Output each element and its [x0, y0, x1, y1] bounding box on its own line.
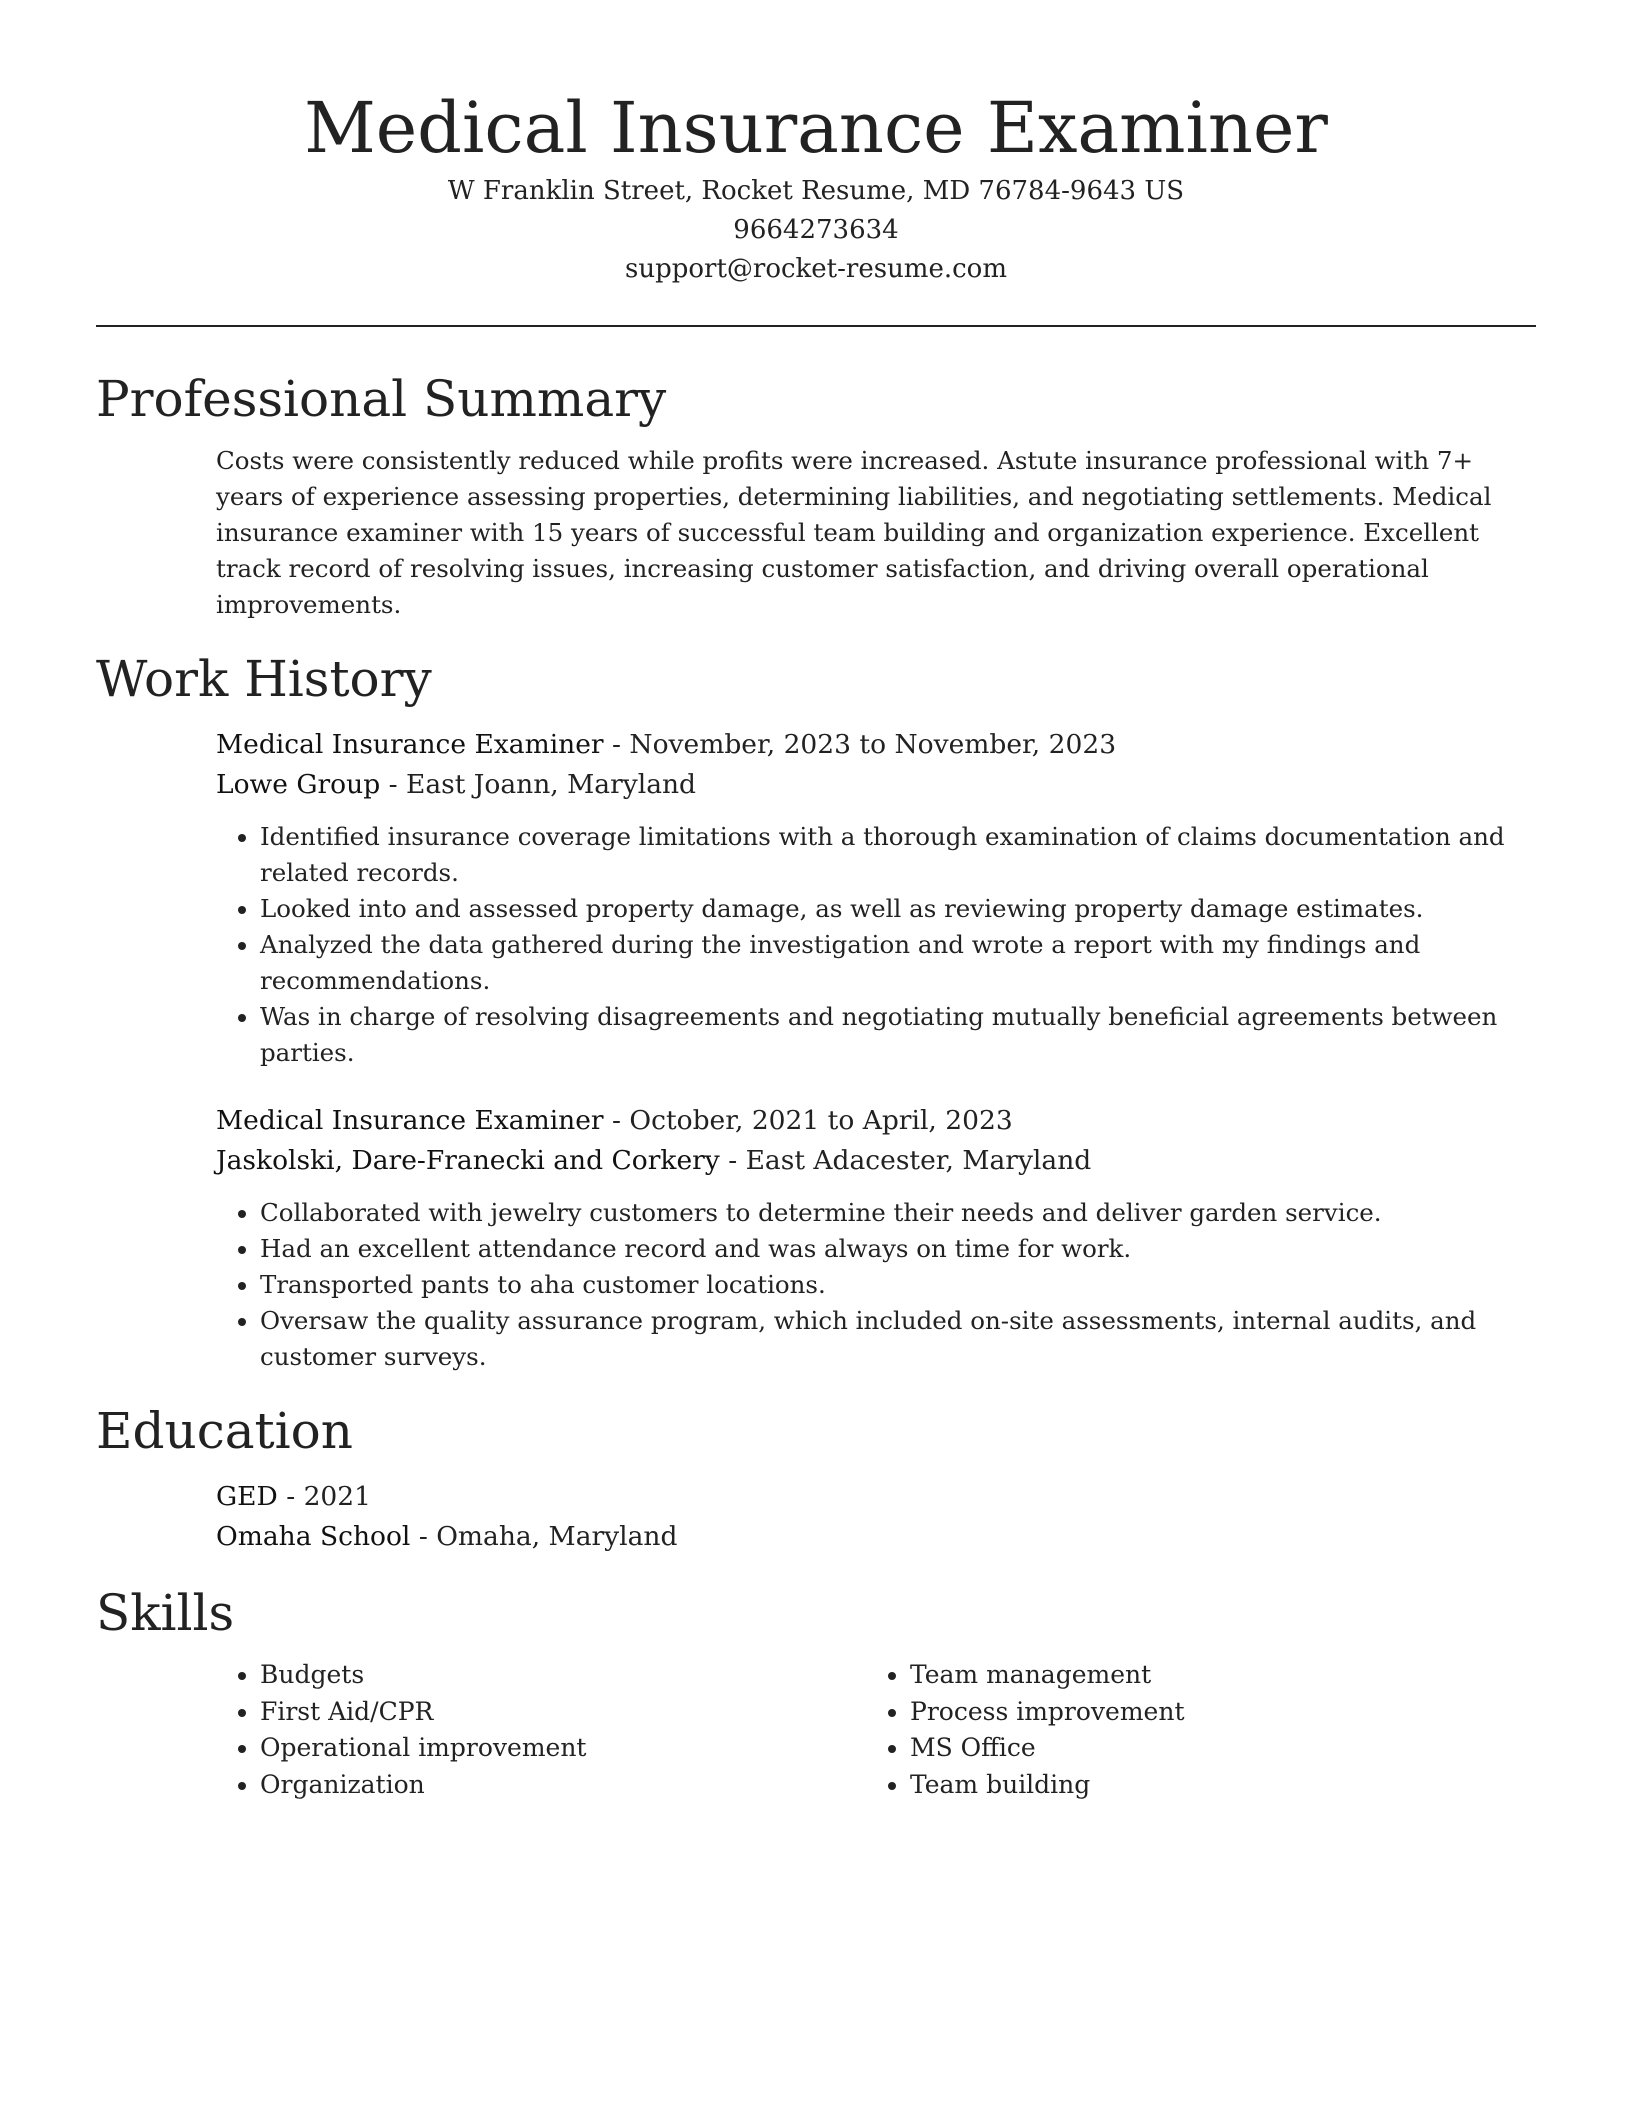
skills-column-left — [216, 1657, 866, 1803]
job-location: - East Adacester, Maryland — [719, 1145, 1092, 1176]
job-bullet: • Was in charge of resolving disagreements and negotiating mutually beneficial agreements between parties. — [260, 999, 1536, 1071]
job-title-line — [216, 725, 1536, 765]
contact-phone: 9664273634 — [733, 215, 899, 245]
skill-item: • Team building — [910, 1767, 1516, 1804]
job-bullet: • Oversaw the quality assurance program, which included on-site assessments, internal audits, and customer surveys. — [260, 1303, 1536, 1375]
education-title: Education — [96, 1402, 353, 1460]
education-location: - Omaha, Maryland — [410, 1521, 678, 1552]
job-role: Medical Insurance Examiner — [216, 1105, 604, 1136]
skill-item: • Team management — [910, 1657, 1516, 1694]
work-title: Work History — [96, 650, 432, 708]
work-section — [96, 647, 1536, 1375]
contact-block — [96, 172, 1536, 289]
summary-body — [216, 443, 1536, 623]
summary-text: Costs were consistently reduced while profits were increased. Astute insurance professional with 7+ years of experience assessing properties, determining liabilities, and negotiating settlements. Medical insurance examiner with 15 years of successful team building and organization experience. Excellent track record of resolving issues, increasing customer satisfaction, and driving overall operational improvements. — [216, 446, 1492, 619]
job-entry — [216, 725, 1536, 1071]
skills-list — [216, 1657, 866, 1803]
education-school-line — [216, 1517, 1536, 1557]
job-dates: - November, 2023 to November, 2023 — [603, 729, 1117, 760]
education-school: Omaha School — [216, 1521, 411, 1552]
resume-page — [96, 0, 1536, 1803]
skills-title: Skills — [96, 1584, 235, 1642]
header-divider — [96, 325, 1536, 327]
summary-section — [96, 367, 1536, 623]
job-entry — [216, 1101, 1536, 1375]
job-bullet: • Had an excellent attendance record and was always on time for work. — [260, 1231, 1536, 1267]
resume-header — [96, 0, 1536, 289]
education-entry — [216, 1477, 1536, 1557]
education-degree: GED — [216, 1481, 278, 1512]
job-bullet: • Collaborated with jewelry customers to determine their needs and deliver garden service. — [260, 1195, 1536, 1231]
skill-item: • Organization — [260, 1767, 866, 1804]
skills-list — [866, 1657, 1516, 1803]
job-bullet: • Analyzed the data gathered during the investigation and wrote a report with my findings and recommendations. — [260, 927, 1536, 999]
job-role: Medical Insurance Examiner — [216, 729, 604, 760]
education-section — [96, 1399, 1536, 1557]
skill-item: • Budgets — [260, 1657, 866, 1694]
job-dates: - October, 2021 to April, 2023 — [603, 1105, 1013, 1136]
job-company-line — [216, 765, 1536, 805]
contact-email: support@rocket-resume.com — [624, 254, 1007, 284]
job-company: Lowe Group — [216, 769, 381, 800]
job-bullet: • Looked into and assessed property damage, as well as reviewing property damage estimates. — [260, 891, 1536, 927]
education-degree-line — [216, 1477, 1536, 1517]
skill-item: • MS Office — [910, 1730, 1516, 1767]
candidate-name: Medical Insurance Examiner — [304, 87, 1328, 169]
job-bullet: • Transported pants to aha customer locations. — [260, 1267, 1536, 1303]
skill-item: • First Aid/CPR — [260, 1694, 866, 1731]
contact-address: W Franklin Street, Rocket Resume, MD 76784-9643 US — [447, 176, 1185, 206]
job-bullet: • Identified insurance coverage limitations with a thorough examination of claims documentation and related records. — [260, 819, 1536, 891]
skills-section — [96, 1581, 1536, 1803]
education-year: - 2021 — [277, 1481, 372, 1512]
skills-column-right — [866, 1657, 1516, 1803]
job-bullets — [216, 1195, 1536, 1375]
job-company: Jaskolski, Dare-Franecki and Corkery — [216, 1145, 720, 1176]
summary-title: Professional Summary — [96, 370, 667, 428]
skills-columns — [216, 1657, 1536, 1803]
job-bullets — [216, 819, 1536, 1071]
skill-item: • Operational improvement — [260, 1730, 866, 1767]
skill-item: • Process improvement — [910, 1694, 1516, 1731]
job-title-line — [216, 1101, 1536, 1141]
job-location: - East Joann, Maryland — [380, 769, 697, 800]
job-company-line — [216, 1141, 1536, 1181]
